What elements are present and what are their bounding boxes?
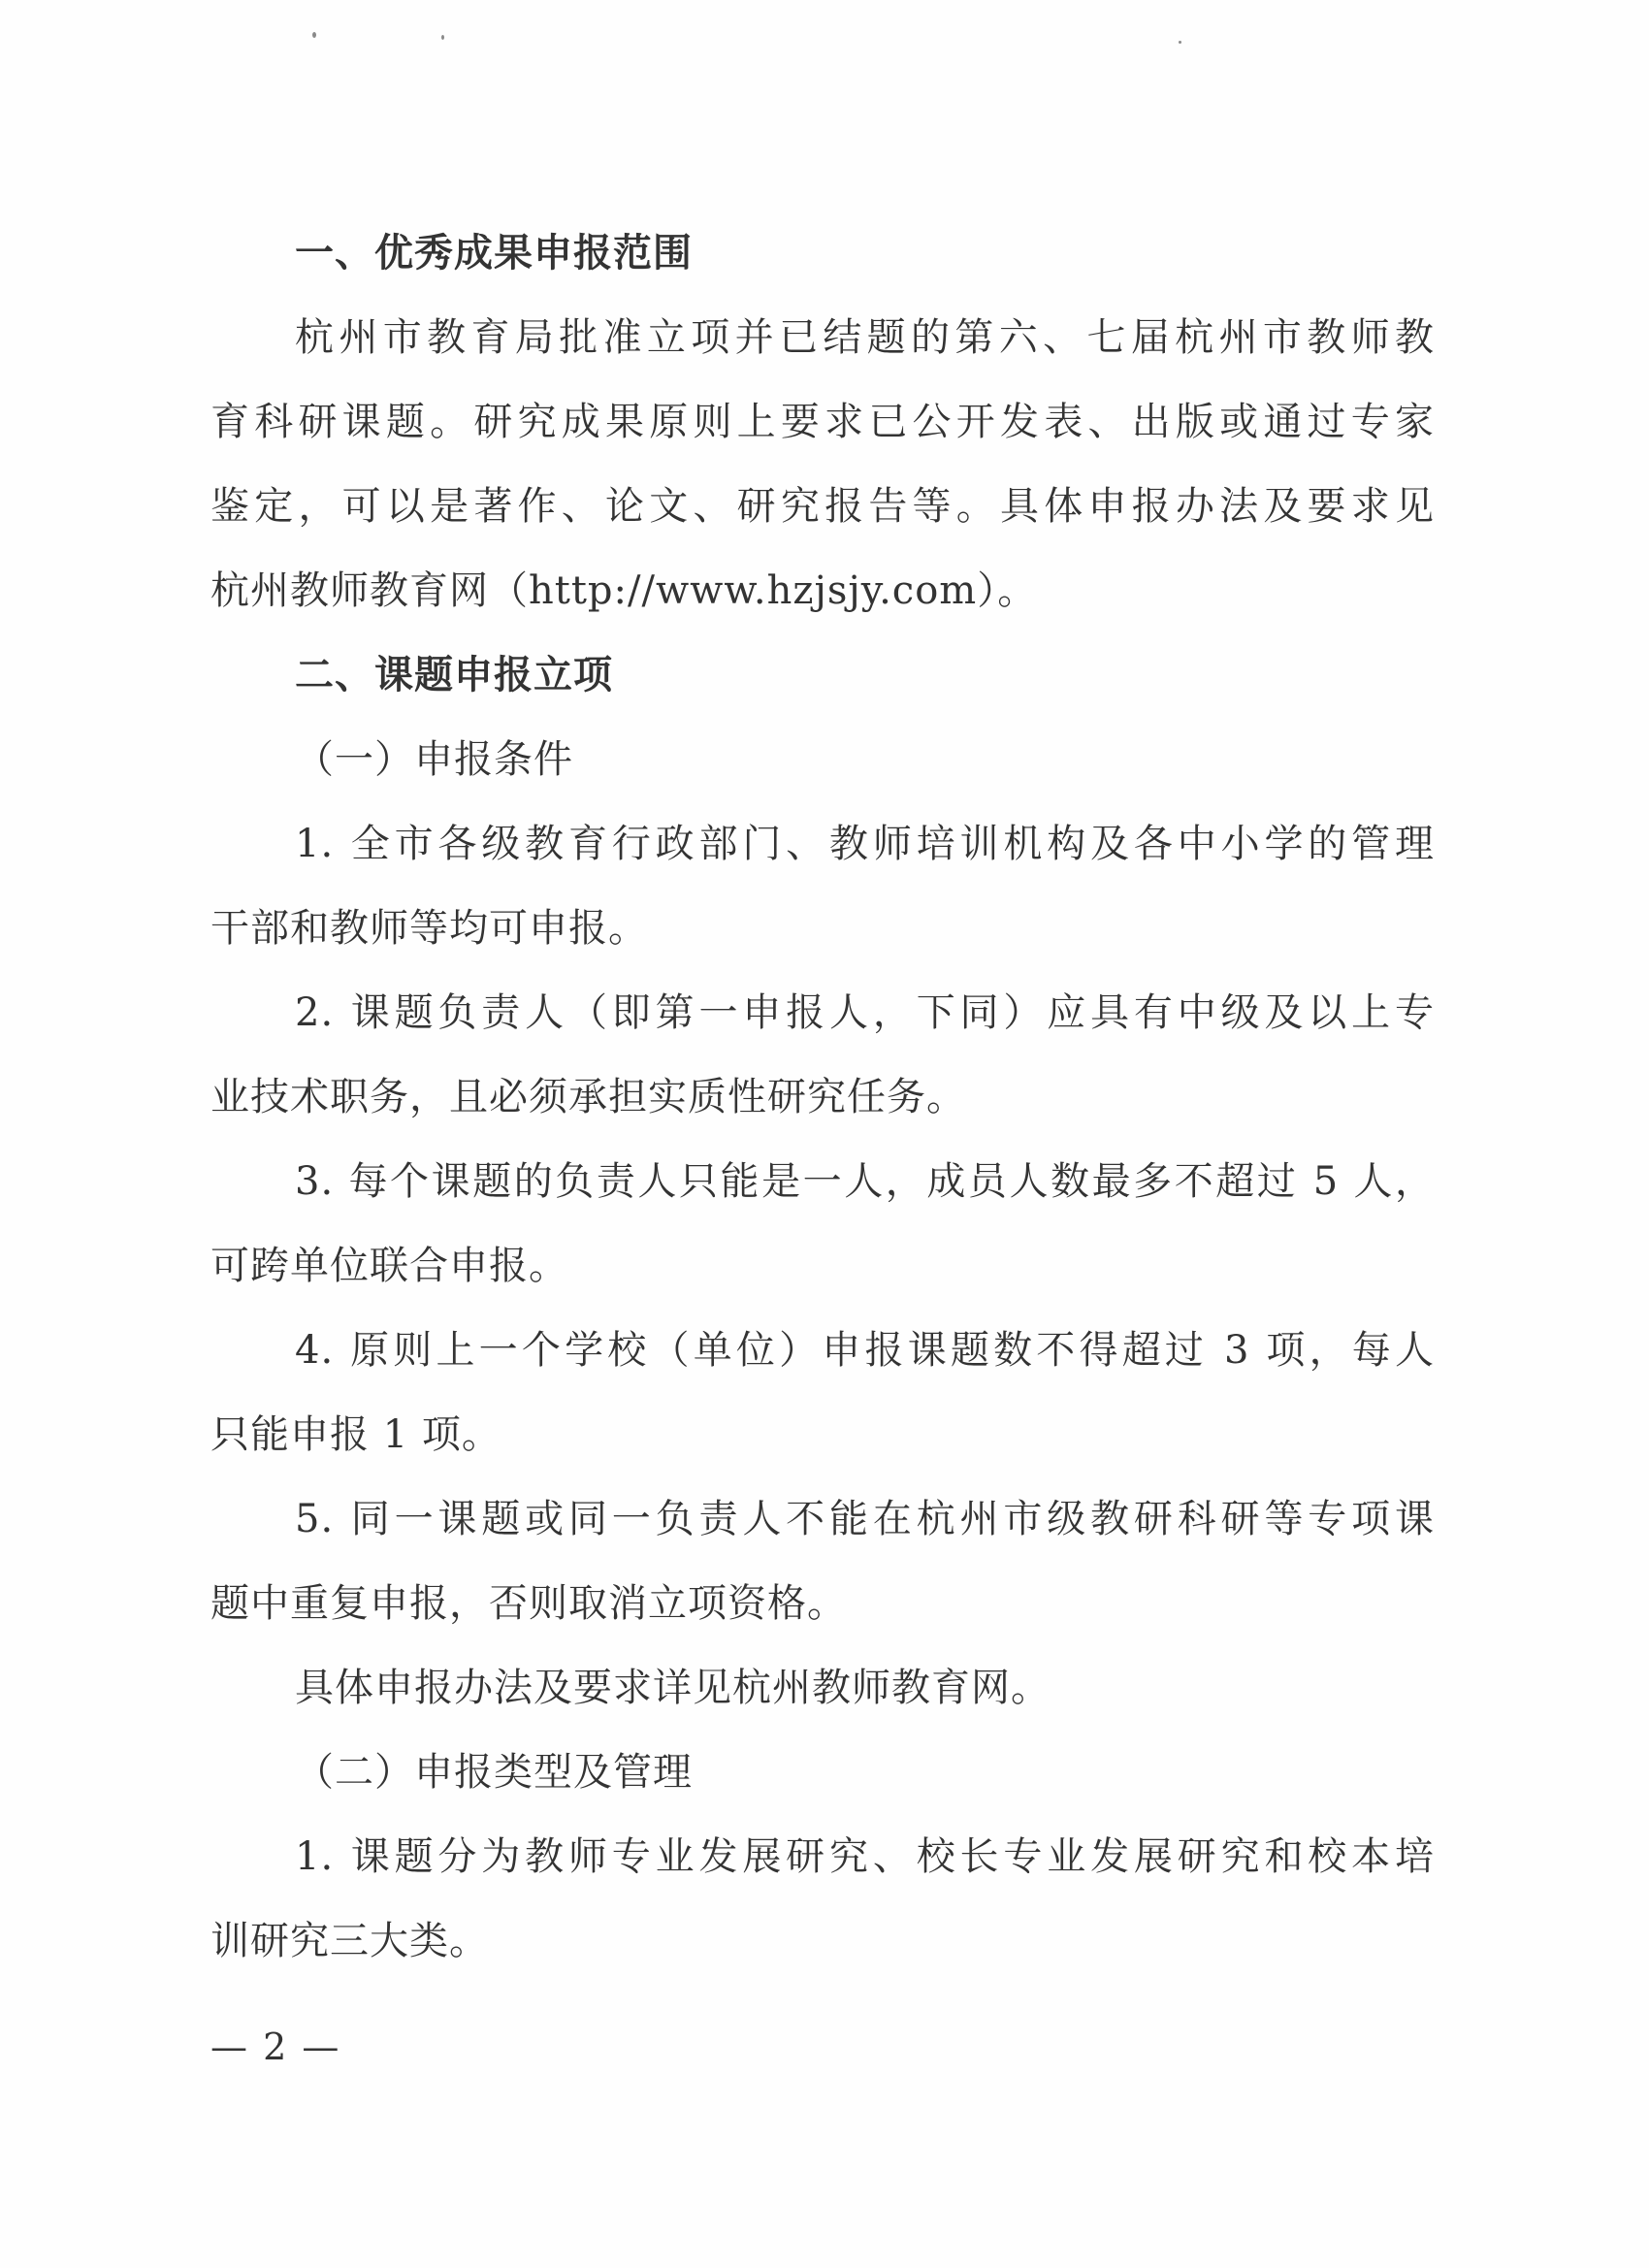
list-item-line: 题中重复申报，否则取消立项资格。 (210, 1581, 847, 1626)
scan-speck (441, 35, 444, 40)
section-heading: 二、课题申报立项 (295, 653, 613, 697)
list-item-line: 干部和教师等均可申报。 (210, 906, 648, 951)
scan-speck (1179, 41, 1181, 44)
paragraph-line: 育科研课题。研究成果原则上要求已公开发表、出版或通过专家 (210, 400, 1435, 444)
subsection-heading: （二）申报类型及管理 (295, 1750, 693, 1795)
list-item-line: 2. 课题负责人（即第一申报人，下同）应具有中级及以上专 (295, 990, 1435, 1035)
scan-speck (312, 32, 316, 38)
page-number: — 2 — (210, 2025, 341, 2068)
list-item-line: 4. 原则上一个学校（单位）申报课题数不得超过 3 项，每人 (295, 1328, 1435, 1373)
paragraph-line: 杭州市教育局批准立项并已结题的第六、七届杭州市教师教 (295, 315, 1435, 360)
paragraph-line: 具体申报办法及要求详见杭州教师教育网。 (295, 1666, 1051, 1710)
list-item-line: 1. 全市各级教育行政部门、教师培训机构及各中小学的管理 (295, 822, 1435, 866)
list-item-line: 只能申报 1 项。 (210, 1412, 501, 1457)
paragraph-line: 杭州教师教育网（http://www.hzjsjy.com）。 (210, 568, 1038, 613)
paragraph-line: 鉴定，可以是著作、论文、研究报告等。具体申报办法及要求见 (210, 484, 1435, 529)
list-item-line: 可跨单位联合申报。 (210, 1244, 568, 1288)
section-heading: 一、优秀成果申报范围 (295, 231, 693, 275)
list-item-line: 1. 课题分为教师专业发展研究、校长专业发展研究和校本培 (295, 1834, 1435, 1879)
list-item-line: 训研究三大类。 (210, 1919, 489, 1963)
list-item-line: 业技术职务，且必须承担实质性研究任务。 (210, 1075, 966, 1119)
document-body (210, 211, 1435, 1984)
subsection-heading: （一）申报条件 (295, 737, 573, 782)
list-item-line: 3. 每个课题的负责人只能是一人，成员人数最多不超过 5 人， (295, 1159, 1435, 1204)
list-item-line: 5. 同一课题或同一负责人不能在杭州市级教研科研等专项课 (295, 1497, 1435, 1541)
